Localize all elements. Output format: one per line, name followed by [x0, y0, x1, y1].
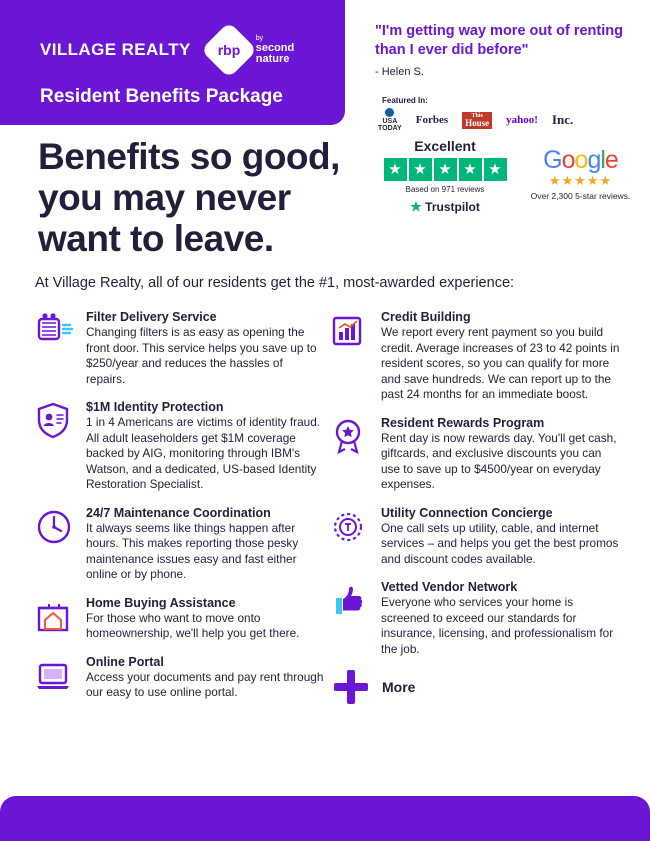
trustpilot-brand: [375, 199, 515, 215]
benefit-description: For those who want to move onto homeownership, we'll help you get there.: [86, 610, 300, 640]
logo-second-label: second: [255, 42, 295, 54]
benefit-item: [35, 400, 325, 493]
star-icon: ★: [459, 158, 482, 181]
inc-logo: Inc.: [551, 112, 574, 127]
usa-today-dot-icon: [385, 108, 394, 117]
benefit-item: [35, 506, 325, 583]
benefit-title: Utility Connection Concierge: [381, 505, 553, 520]
toh-line1: This: [471, 112, 483, 119]
google-review-count: Over 2,300 5-star reviews.: [530, 191, 631, 201]
logo-nature-label: nature: [255, 53, 290, 65]
benefit-item: [35, 310, 325, 387]
toh-line3: House: [465, 117, 490, 128]
benefit-description: It always seems like things happen after hours. This makes reporting those pesky maintenance issues easy and fast either online or by phone.: [86, 520, 299, 581]
featured-in-label: Featured In:: [382, 96, 428, 105]
benefit-title: Online Portal: [86, 654, 164, 669]
benefit-text: [381, 506, 620, 568]
benefits-column-right: [330, 310, 620, 704]
vetted-vendor-icon: [330, 580, 370, 622]
benefit-item: [330, 310, 620, 403]
page-subheadline: At Village Realty, all of our residents get the #1, most-awarded experience:: [35, 275, 515, 291]
star-icon: ★: [409, 158, 432, 181]
benefit-text: [86, 596, 325, 642]
logo-by-label: by: [255, 35, 264, 42]
rbp-logo: [209, 30, 295, 70]
google-stars: ★★★★★: [548, 173, 613, 188]
forbes-logo: Forbes: [415, 114, 449, 126]
benefit-item: [35, 655, 325, 701]
page-headline: Benefits so good, you may never want to leave.: [38, 136, 340, 259]
trustpilot-rating-label: Excellent: [414, 138, 476, 154]
brand-row: [40, 30, 294, 70]
benefit-text: [381, 580, 620, 657]
utility-concierge-icon: [330, 506, 370, 548]
benefit-description: One call sets up utility, cable, and internet services – and helps you get the best promos and discount codes available.: [381, 520, 619, 566]
home-buying-icon: [35, 596, 75, 638]
trustpilot-stars: [375, 158, 515, 181]
package-title: Resident Benefits Package: [40, 86, 283, 107]
benefit-title: Filter Delivery Service: [86, 310, 217, 324]
benefit-description: Everyone who services your home is screened to exceed our standards for insurance, licensing, and professionalism for the job.: [381, 595, 614, 656]
filter-delivery-icon: [35, 310, 75, 352]
benefit-item: [330, 580, 620, 657]
footer-band: [0, 796, 650, 841]
benefit-title: Home Buying Assistance: [86, 595, 236, 610]
rewards-badge-icon: [330, 416, 370, 458]
usa-today-line1: USA: [382, 118, 398, 125]
testimonial-quote: "I'm getting way more out of renting than I ever did before": [375, 23, 623, 58]
plus-icon: [334, 670, 368, 704]
trustpilot-brand-label: Trustpilot: [425, 200, 480, 214]
star-icon: ★: [484, 158, 507, 181]
more-benefits-row: [334, 670, 620, 704]
benefit-title: Resident Rewards Program: [381, 415, 545, 430]
benefit-item: [330, 416, 620, 493]
reviews-section: [375, 138, 635, 228]
benefit-description: 1 in 4 Americans are victims of identity fraud. All adult leaseholders get $1M coverage backed by AIG, monitoring through IBM's Watson, and a dedicated, US-based Identity Restoration Specialist.: [86, 415, 321, 491]
benefits-column-left: [35, 310, 325, 714]
credit-building-icon: [330, 310, 370, 352]
benefit-title: 24/7 Maintenance Coordination: [86, 505, 271, 520]
benefit-text: [86, 506, 325, 583]
benefit-text: [86, 310, 325, 387]
identity-protection-icon: [35, 400, 75, 442]
rbp-badge-icon: [200, 22, 257, 79]
online-portal-icon: [35, 655, 75, 697]
more-label: More: [382, 679, 416, 695]
company-name: VILLAGE REALTY: [40, 40, 191, 59]
star-icon: ★: [434, 158, 457, 181]
this-old-house-logo: [462, 112, 492, 129]
google-logo: Google: [543, 146, 618, 174]
benefit-item: [35, 596, 325, 642]
usa-today-line2: TODAY: [378, 125, 402, 132]
benefit-description: Access your documents and pay rent through our easy to use online portal.: [86, 669, 324, 699]
benefit-item: [330, 506, 620, 568]
benefit-text: [381, 310, 620, 403]
benefit-title: $1M Identity Protection: [86, 400, 224, 414]
benefit-description: We report every rent payment so you build credit. Average increases of 23 to 42 points in resident scores, so you can qualify for more and save hundreds. We can report up to the past 24 months for an immediate boost.: [381, 325, 620, 401]
star-icon: ★: [384, 158, 407, 181]
trustpilot-star-icon: ★: [410, 199, 422, 214]
google-reviews: [523, 146, 638, 201]
benefit-title: Vetted Vendor Network: [381, 580, 518, 594]
trustpilot-review-count: Based on 971 reviews: [405, 185, 485, 194]
benefit-text: [86, 400, 325, 493]
benefit-description: Rent day is now rewards day. You'll get cash, giftcards, and exclusive discounts you can use to save up to $4500/year on everyday expenses.: [381, 430, 617, 491]
testimonial-attribution: - Helen S.: [375, 66, 424, 78]
usa-today-logo: [378, 108, 402, 132]
yahoo-logo: yahoo!: [506, 114, 538, 126]
maintenance-clock-icon: [35, 506, 75, 548]
benefit-text: [86, 655, 325, 701]
rbp-badge-label: rbp: [217, 42, 241, 58]
featured-logos: [378, 108, 628, 132]
second-nature-logo: [256, 35, 295, 65]
benefit-title: Credit Building: [381, 310, 471, 324]
benefit-text: [381, 416, 620, 493]
benefit-description: Changing filters is as easy as opening the front door. This service helps you save up to $250/year and reduces the hassles of repairs.: [86, 325, 317, 386]
